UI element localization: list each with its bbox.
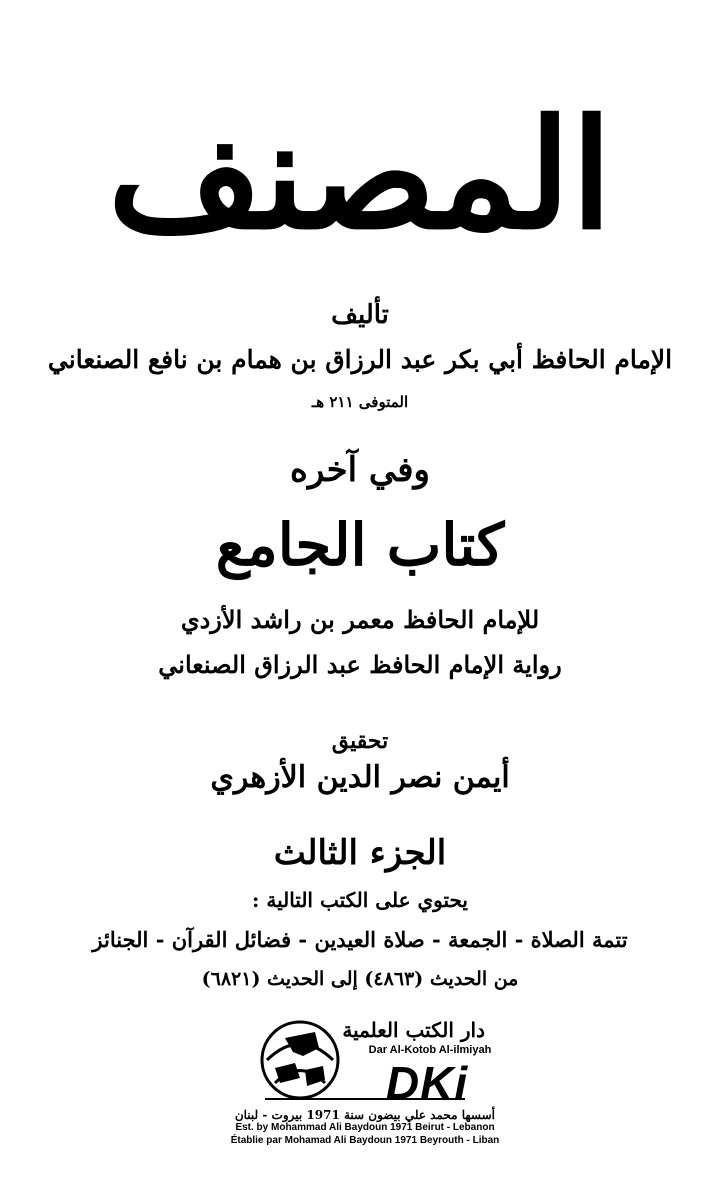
book-main-title: المصنف — [107, 87, 613, 263]
established-ar: أسسها محمد علي بيضون سنة 1971 بيروت - لبنان — [234, 1108, 495, 1122]
publisher-logo-text: DKi — [385, 1057, 469, 1109]
volume-label: الجزء الثالث — [273, 833, 447, 873]
death-note: المتوفى ٢١١ هـ — [311, 393, 409, 411]
editing-label: تحقيق — [331, 728, 389, 754]
books-list: تتمة الصلاة - الجمعة - صلاة العيدين - فضائل القرآن - الجنائز — [92, 927, 628, 952]
narration-line: رواية الإمام الحافظ عبد الرزاق الصنعاني — [158, 650, 562, 679]
and-at-end-label: وفي آخره — [290, 450, 430, 490]
editor-name: أيمن نصر الدين الأزهري — [210, 760, 510, 795]
authorship-label: تأليف — [331, 300, 389, 330]
appended-book-title: كتاب الجامع — [215, 511, 505, 579]
author-name: الإمام الحافظ أبي بكر عبد الرزاق بن همام بن نافع الصنعاني — [47, 345, 673, 374]
publisher-name-en: Dar Al-Kotob Al-ilmiyah — [368, 1044, 492, 1056]
appended-book-author: للإمام الحافظ معمر بن راشد الأزدي — [180, 605, 540, 634]
publisher-name-ar: دار الكتب العلمية — [342, 1018, 485, 1042]
hadith-range: من الحديث (٤٨٦٣) إلى الحديث (٦٨٢١) — [201, 968, 519, 990]
contains-label: يحتوي على الكتب التالية : — [252, 888, 468, 912]
established-fr: Établie par Mohamad Ali Baydoun 1971 Beyrouth - Liban — [230, 1135, 500, 1146]
established-en: Est. by Mohammad Ali Baydoun 1971 Beirut - Lebanon — [235, 1122, 495, 1133]
